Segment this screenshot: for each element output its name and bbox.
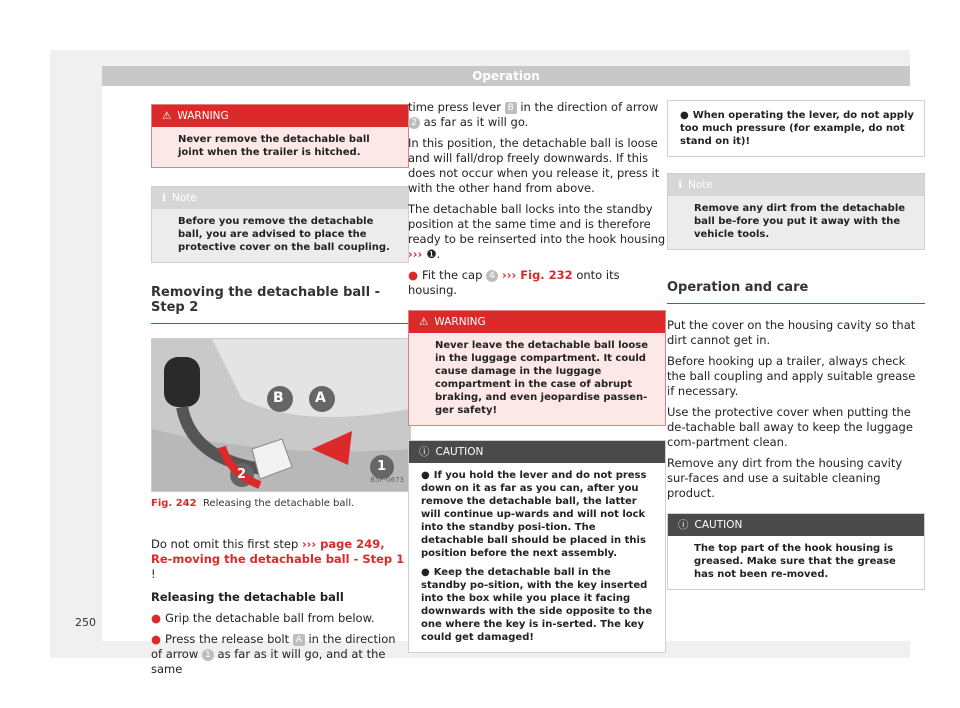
warning-box xyxy=(151,104,409,168)
paragraph: Remove any dirt from the housing cavity sur-faces and use a suitable cleaning product. xyxy=(667,456,903,500)
figure-illustration xyxy=(152,339,410,491)
caution-box: ⓘ CAUTION ● If you hold the lever and do not press down on it as far as you can, after you remove the detachable ball, the latter will continue up-wards and will not lock into the standby posi-tion. The detachable ball should be placed in this position before the next assembly. ● Keep the detachable ball in the standby po-sition, with the key inserted into the box while you place it facing downwards with the side opposite to the one where the key is in-serted. The key could get damaged! xyxy=(408,440,666,653)
paragraph: time press lever B in the direction of arrow 2 as far as it will go. xyxy=(408,100,659,129)
page-header: Operation xyxy=(102,66,910,86)
paragraph: Put the cover on the housing cavity so that dirt cannot get in. xyxy=(667,318,916,347)
caution-icon: ⓘ xyxy=(678,519,689,531)
warning-icon: ⚠ xyxy=(162,110,172,122)
warning-box: ⚠ WARNING Never leave the detachable ball loose in the luggage compartment. It could cause damage in the luggage compartment in the case of abrupt braking, and even jeopardise passen-ger safety! xyxy=(408,310,666,426)
subheading: Releasing the detachable ball xyxy=(151,590,344,604)
column-left xyxy=(151,104,409,683)
figure-code: B5F-0673 xyxy=(370,476,404,484)
column-right xyxy=(667,100,925,604)
paragraph: Use the protective cover when putting the de-tachable ball away to keep the luggage com-partment clean. xyxy=(667,405,913,449)
info-icon: ℹ xyxy=(162,192,166,204)
paragraph: The detachable ball locks into the standby position at the same time and is therefore ready to be reinserted into the hook housing ››› ❶. xyxy=(408,202,666,261)
warning-text: Never remove the detachable ball joint when the trailer is hitched. xyxy=(152,127,408,167)
section-title: Operation and care xyxy=(667,280,925,304)
caution-text: The top part of the hook housing is greased. Make sure that the grease has not been re-moved. xyxy=(668,536,924,589)
callout-a: A xyxy=(315,390,326,406)
paragraph: In this position, the detachable ball is loose and will fall/drop freely downwards. If this does not occur when you release it, press it with the other hand from above. xyxy=(408,136,660,195)
warning-icon: ⚠ xyxy=(419,316,429,328)
fig-link[interactable]: ››› Fig. 232 xyxy=(498,268,573,282)
warning-text: Never leave the detachable ball loose in the luggage compartment. It could cause damage in the luggage compartment in the case of abrupt braking, and even jeopardise passen-ger safety! xyxy=(409,333,665,425)
figure-caption: Fig. 242 Releasing the detachable ball. xyxy=(151,498,355,509)
note-box: ℹ Note Remove any dirt from the detachable ball be-fore you put it away with the vehicle tools. xyxy=(667,173,925,250)
section-title: Removing the detachable ball - Step 2 xyxy=(151,285,409,324)
caution-box: ⓘ CAUTION The top part of the hook housing is greased. Make sure that the grease has not been re-moved. xyxy=(667,513,925,590)
caution-continued-box: ● When operating the lever, do not apply too much pressure (for example, do not stand on it)! xyxy=(667,100,925,157)
note-text: Before you remove the detachable ball, you are advised to place the protective cover on the ball coupling. xyxy=(152,209,408,262)
note-box xyxy=(151,186,409,263)
warning-ref-icon: ❶ xyxy=(426,247,437,261)
bullet-item: ● Grip the detachable ball from below. xyxy=(151,611,375,625)
callout-b: B xyxy=(273,390,284,406)
caution-bullet: ● If you hold the lever and do not press down on it as far as you can, after you remove the detachable ball, the latter will continue up-wards and will not lock into the standby posi-tion. The detachable ball should be placed in this position before the next assembly. xyxy=(421,470,647,559)
page-number: 250 xyxy=(75,616,96,629)
intro-paragraph: Do not omit this first step ››› page 249, Re-moving the detachable ball - Step 1 ! xyxy=(151,537,405,581)
info-icon: ℹ xyxy=(678,179,682,191)
callout-1: 1 xyxy=(377,459,387,474)
bullet-item: ● Press the release bolt A in the direction of arrow 1 as far as it will go, and at the same xyxy=(151,632,396,676)
caution-icon: ⓘ xyxy=(419,446,430,458)
paragraph: Before hooking up a trailer, always check the ball coupling and apply suitable grease if necessary. xyxy=(667,354,916,398)
column-middle xyxy=(408,100,666,667)
warning-title: WARNING xyxy=(177,110,229,122)
page-link[interactable]: ››› page 249, Re-moving the detachable ball - Step 1 xyxy=(151,537,405,566)
note-text: Remove any dirt from the detachable ball be-fore you put it away with the vehicle tools. xyxy=(668,196,924,249)
page-sheet xyxy=(50,50,916,676)
bullet-item: ● Fit the cap 4 ››› Fig. 232 onto its housing. xyxy=(408,268,620,297)
callout-2: 2 xyxy=(237,467,247,482)
figure-242 xyxy=(151,338,411,492)
caution-bullet: ● Keep the detachable ball in the standby po-sition, with the key inserted into the box while you place it facing downwards with the side opposite to the one where the key is in-serted. The key could get damaged! xyxy=(421,567,653,643)
note-title: Note xyxy=(172,192,197,204)
page-content xyxy=(102,86,916,676)
